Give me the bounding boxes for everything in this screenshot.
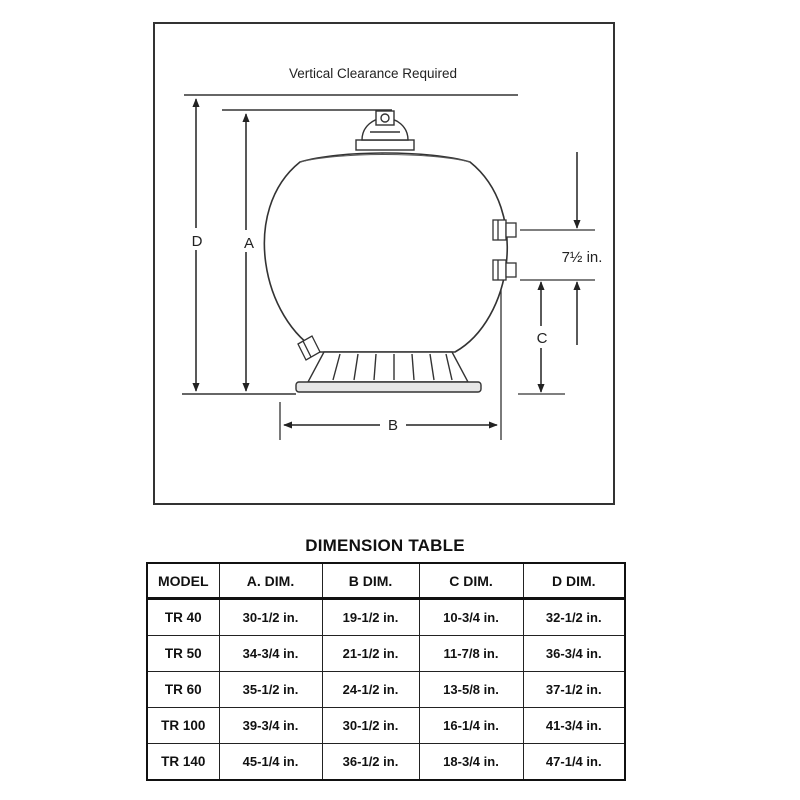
d-dim-cell: 36-3/4 in. [523,636,625,672]
model-cell: TR 40 [147,599,219,636]
model-cell: TR 50 [147,636,219,672]
dimension-c-label: C [536,330,548,347]
upper-side-port [493,220,516,240]
table-row [147,672,625,708]
table-row [147,636,625,672]
vertical-clearance-label: Vertical Clearance Required [288,66,458,81]
table-row [147,599,625,636]
a-dim-cell: 34-3/4 in. [219,636,322,672]
table-row [147,744,625,781]
table-header-row [147,563,625,599]
header-d-dim: D DIM. [523,563,625,599]
b-dim-cell: 36-1/2 in. [322,744,419,781]
lower-side-port [493,260,516,280]
c-dim-cell: 10-3/4 in. [419,599,523,636]
dimension-table [146,562,626,781]
a-dim-cell: 45-1/4 in. [219,744,322,781]
dimension-b-label: B [387,417,399,434]
top-valve [356,111,414,150]
d-dim-cell: 37-1/2 in. [523,672,625,708]
b-dim-cell: 21-1/2 in. [322,636,419,672]
offset-label: 7½ in. [561,249,603,266]
c-dim-cell: 16-1/4 in. [419,708,523,744]
model-cell: TR 140 [147,744,219,781]
dimension-a-label: A [243,235,255,252]
d-dim-cell: 32-1/2 in. [523,599,625,636]
a-dim-cell: 39-3/4 in. [219,708,322,744]
dimension-table-title: DIMENSION TABLE [305,536,465,555]
header-a-dim: A. DIM. [219,563,322,599]
header-c-dim: C DIM. [419,563,523,599]
filter-base [296,352,481,392]
a-dim-cell: 35-1/2 in. [219,672,322,708]
c-dim-cell: 13-5/8 in. [419,672,523,708]
dimension-d-label: D [191,233,203,250]
header-model: MODEL [147,563,219,599]
table-row [147,708,625,744]
filter-tank-body [264,153,507,352]
model-cell: TR 100 [147,708,219,744]
b-dim-cell: 24-1/2 in. [322,672,419,708]
c-dim-cell: 18-3/4 in. [419,744,523,781]
d-dim-cell: 47-1/4 in. [523,744,625,781]
d-dim-cell: 41-3/4 in. [523,708,625,744]
b-dim-cell: 30-1/2 in. [322,708,419,744]
model-cell: TR 60 [147,672,219,708]
header-b-dim: B DIM. [322,563,419,599]
a-dim-cell: 30-1/2 in. [219,599,322,636]
b-dim-cell: 19-1/2 in. [322,599,419,636]
c-dim-cell: 11-7/8 in. [419,636,523,672]
